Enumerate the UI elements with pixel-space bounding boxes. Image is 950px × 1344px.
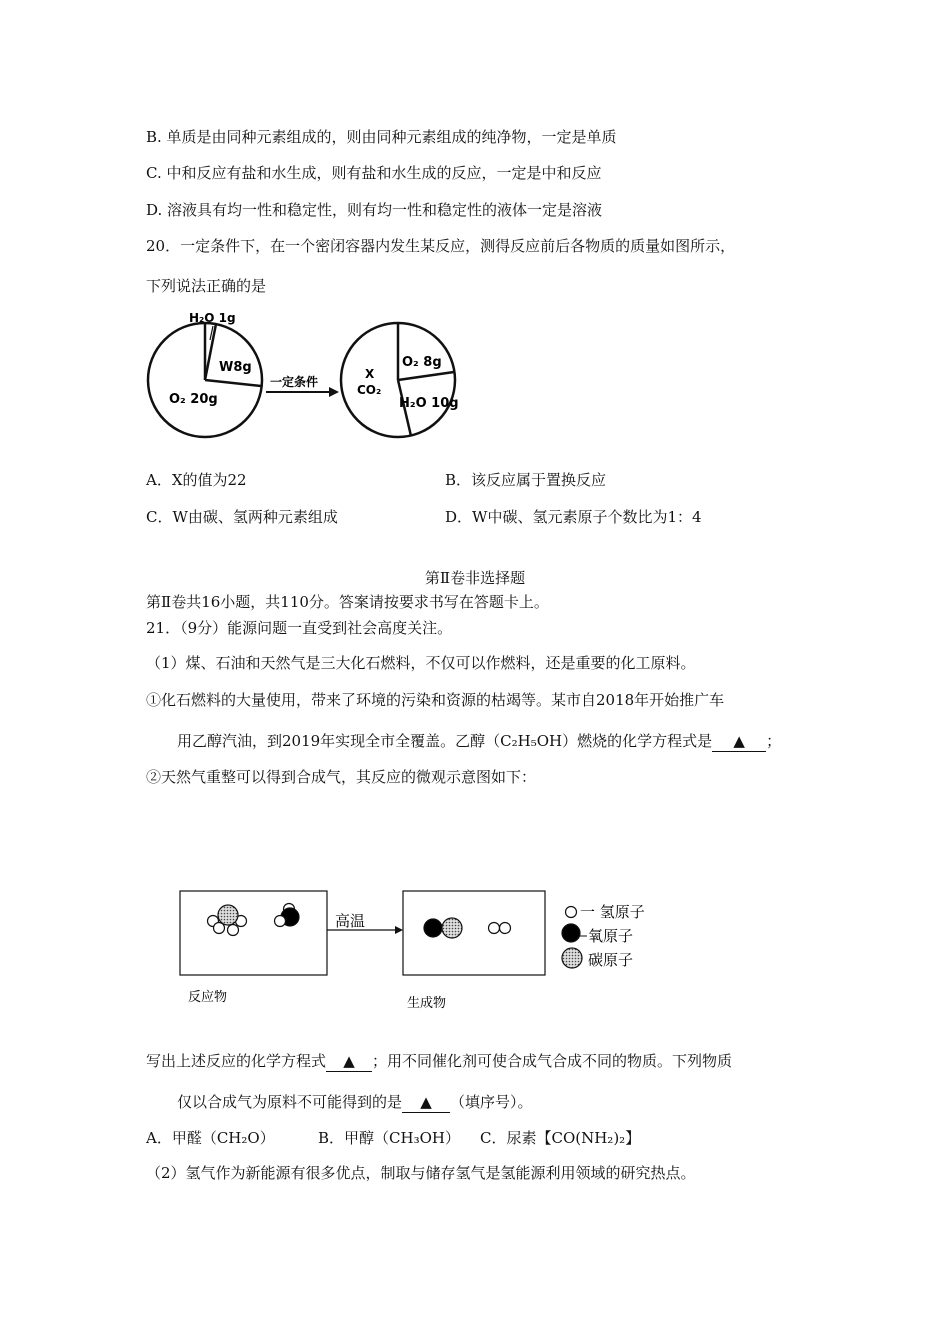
q20-option-b: B．该反应属于置换反应 xyxy=(445,471,607,489)
products-label: 生成物 xyxy=(407,996,447,1011)
pie-after xyxy=(341,323,455,437)
arrow-condition-label: 一定条件 xyxy=(270,375,319,389)
pie-after-x-label: X xyxy=(365,367,375,381)
pie-after-co2-label: CO₂ xyxy=(357,383,382,397)
q21-equation-prompt xyxy=(146,1051,732,1072)
water-molecule xyxy=(275,904,300,927)
q21-choose-prompt xyxy=(177,1092,533,1113)
punctuation: ； xyxy=(766,732,782,750)
legend-carbon: 碳原子 xyxy=(588,951,634,969)
q21-part2: （2）氢气作为新能源有很多优点，制取与储存氢气是氢能源利用领域的研究热点。 xyxy=(146,1164,696,1182)
q20-option-d: D．W中碳、氢元素原子个数比为1：4 xyxy=(445,508,702,526)
h2-molecule xyxy=(489,923,511,934)
pie-before xyxy=(148,323,262,437)
option-c-text: C. 中和反应有盐和水生成，则有盐和水生成的反应，一定是中和反应 xyxy=(146,164,602,182)
legend xyxy=(562,907,582,969)
option-b-text: B. 单质是由同种元素组成的，则由同种元素组成的纯净物，一定是单质 xyxy=(146,128,617,146)
methane-molecule xyxy=(208,905,247,936)
q21-stem: 21．（9分）能源问题一直受到社会高度关注。 xyxy=(146,619,453,637)
q21-choice-c: C．尿素【CO(NH₂)₂】 xyxy=(480,1129,641,1147)
answer-blank: ▲ xyxy=(712,731,766,752)
q21-part1-item2: ②天然气重整可以得到合成气，其反应的微观示意图如下： xyxy=(146,768,537,786)
equation-text: 写出上述反应的化学方程式 xyxy=(146,1052,327,1070)
pie-after-h2o-label: H₂O 10g xyxy=(399,396,459,411)
q21-choice-a: A．甲醛（CH₂O） xyxy=(146,1129,275,1147)
legend-oxygen: 氧原子 xyxy=(588,927,634,945)
q20-option-c: C．W由碳、氢两种元素组成 xyxy=(146,508,338,526)
pie-after-o2-label: O₂ 8g xyxy=(402,355,442,370)
q21-part1-item1-b xyxy=(177,731,781,752)
q20-mass-pie-diagram xyxy=(143,306,473,446)
q20-option-a: A．X的值为22 xyxy=(146,471,247,489)
equation-text-after: ；用不同催化剂可使合成气合成不同的物质。下列物质 xyxy=(372,1052,733,1070)
q21-choice-b: B．甲醇（CH₃OH） xyxy=(318,1129,460,1147)
option-d-text: D. 溶液具有均一性和稳定性，则有均一性和稳定性的液体一定是溶液 xyxy=(146,201,603,219)
choose-text: 仅以合成气为原料不可能得到的是 xyxy=(177,1093,403,1111)
reactants-label: 反应物 xyxy=(188,990,228,1005)
products-box xyxy=(403,891,545,975)
high-temp-label: 高温 xyxy=(335,912,366,930)
pie-before-w-label: W8g xyxy=(219,360,252,375)
q21-part1: （1）煤、石油和天然气是三大化石燃料，不仅可以作燃料，还是重要的化工原料。 xyxy=(146,654,696,672)
choose-text-after: （填序号）。 xyxy=(450,1093,533,1111)
q20-stem-line1: 20．一定条件下，在一个密闭容器内发生某反应，测得反应前后各物质的质量如图所示， xyxy=(146,237,736,255)
section-note: 第Ⅱ卷共16小题，共110分。答案请按要求书写在答题卡上。 xyxy=(146,593,549,611)
co-molecule xyxy=(424,918,462,938)
legend-hydrogen: 一 氢原子 xyxy=(580,903,645,921)
q21-part1-item1-a: ①化石燃料的大量使用，带来了环境的污染和资源的枯竭等。某市自2018年开始推广车 xyxy=(146,691,725,709)
answer-blank: ▲ xyxy=(326,1051,372,1072)
reaction-micro-diagram xyxy=(175,885,695,1015)
pie-before-h2o-label: H₂O 1g xyxy=(189,311,236,325)
section-title: 第Ⅱ卷非选择题 xyxy=(424,569,526,587)
answer-blank: ▲ xyxy=(402,1092,450,1113)
reactants-box xyxy=(180,891,327,975)
ethanol-text: 用乙醇汽油，到2019年实现全市全覆盖。乙醇（C₂H₅OH）燃烧的化学方程式是 xyxy=(177,732,713,750)
q20-stem-line2: 下列说法正确的是 xyxy=(146,277,267,295)
pie-before-o2-label: O₂ 20g xyxy=(169,392,218,407)
